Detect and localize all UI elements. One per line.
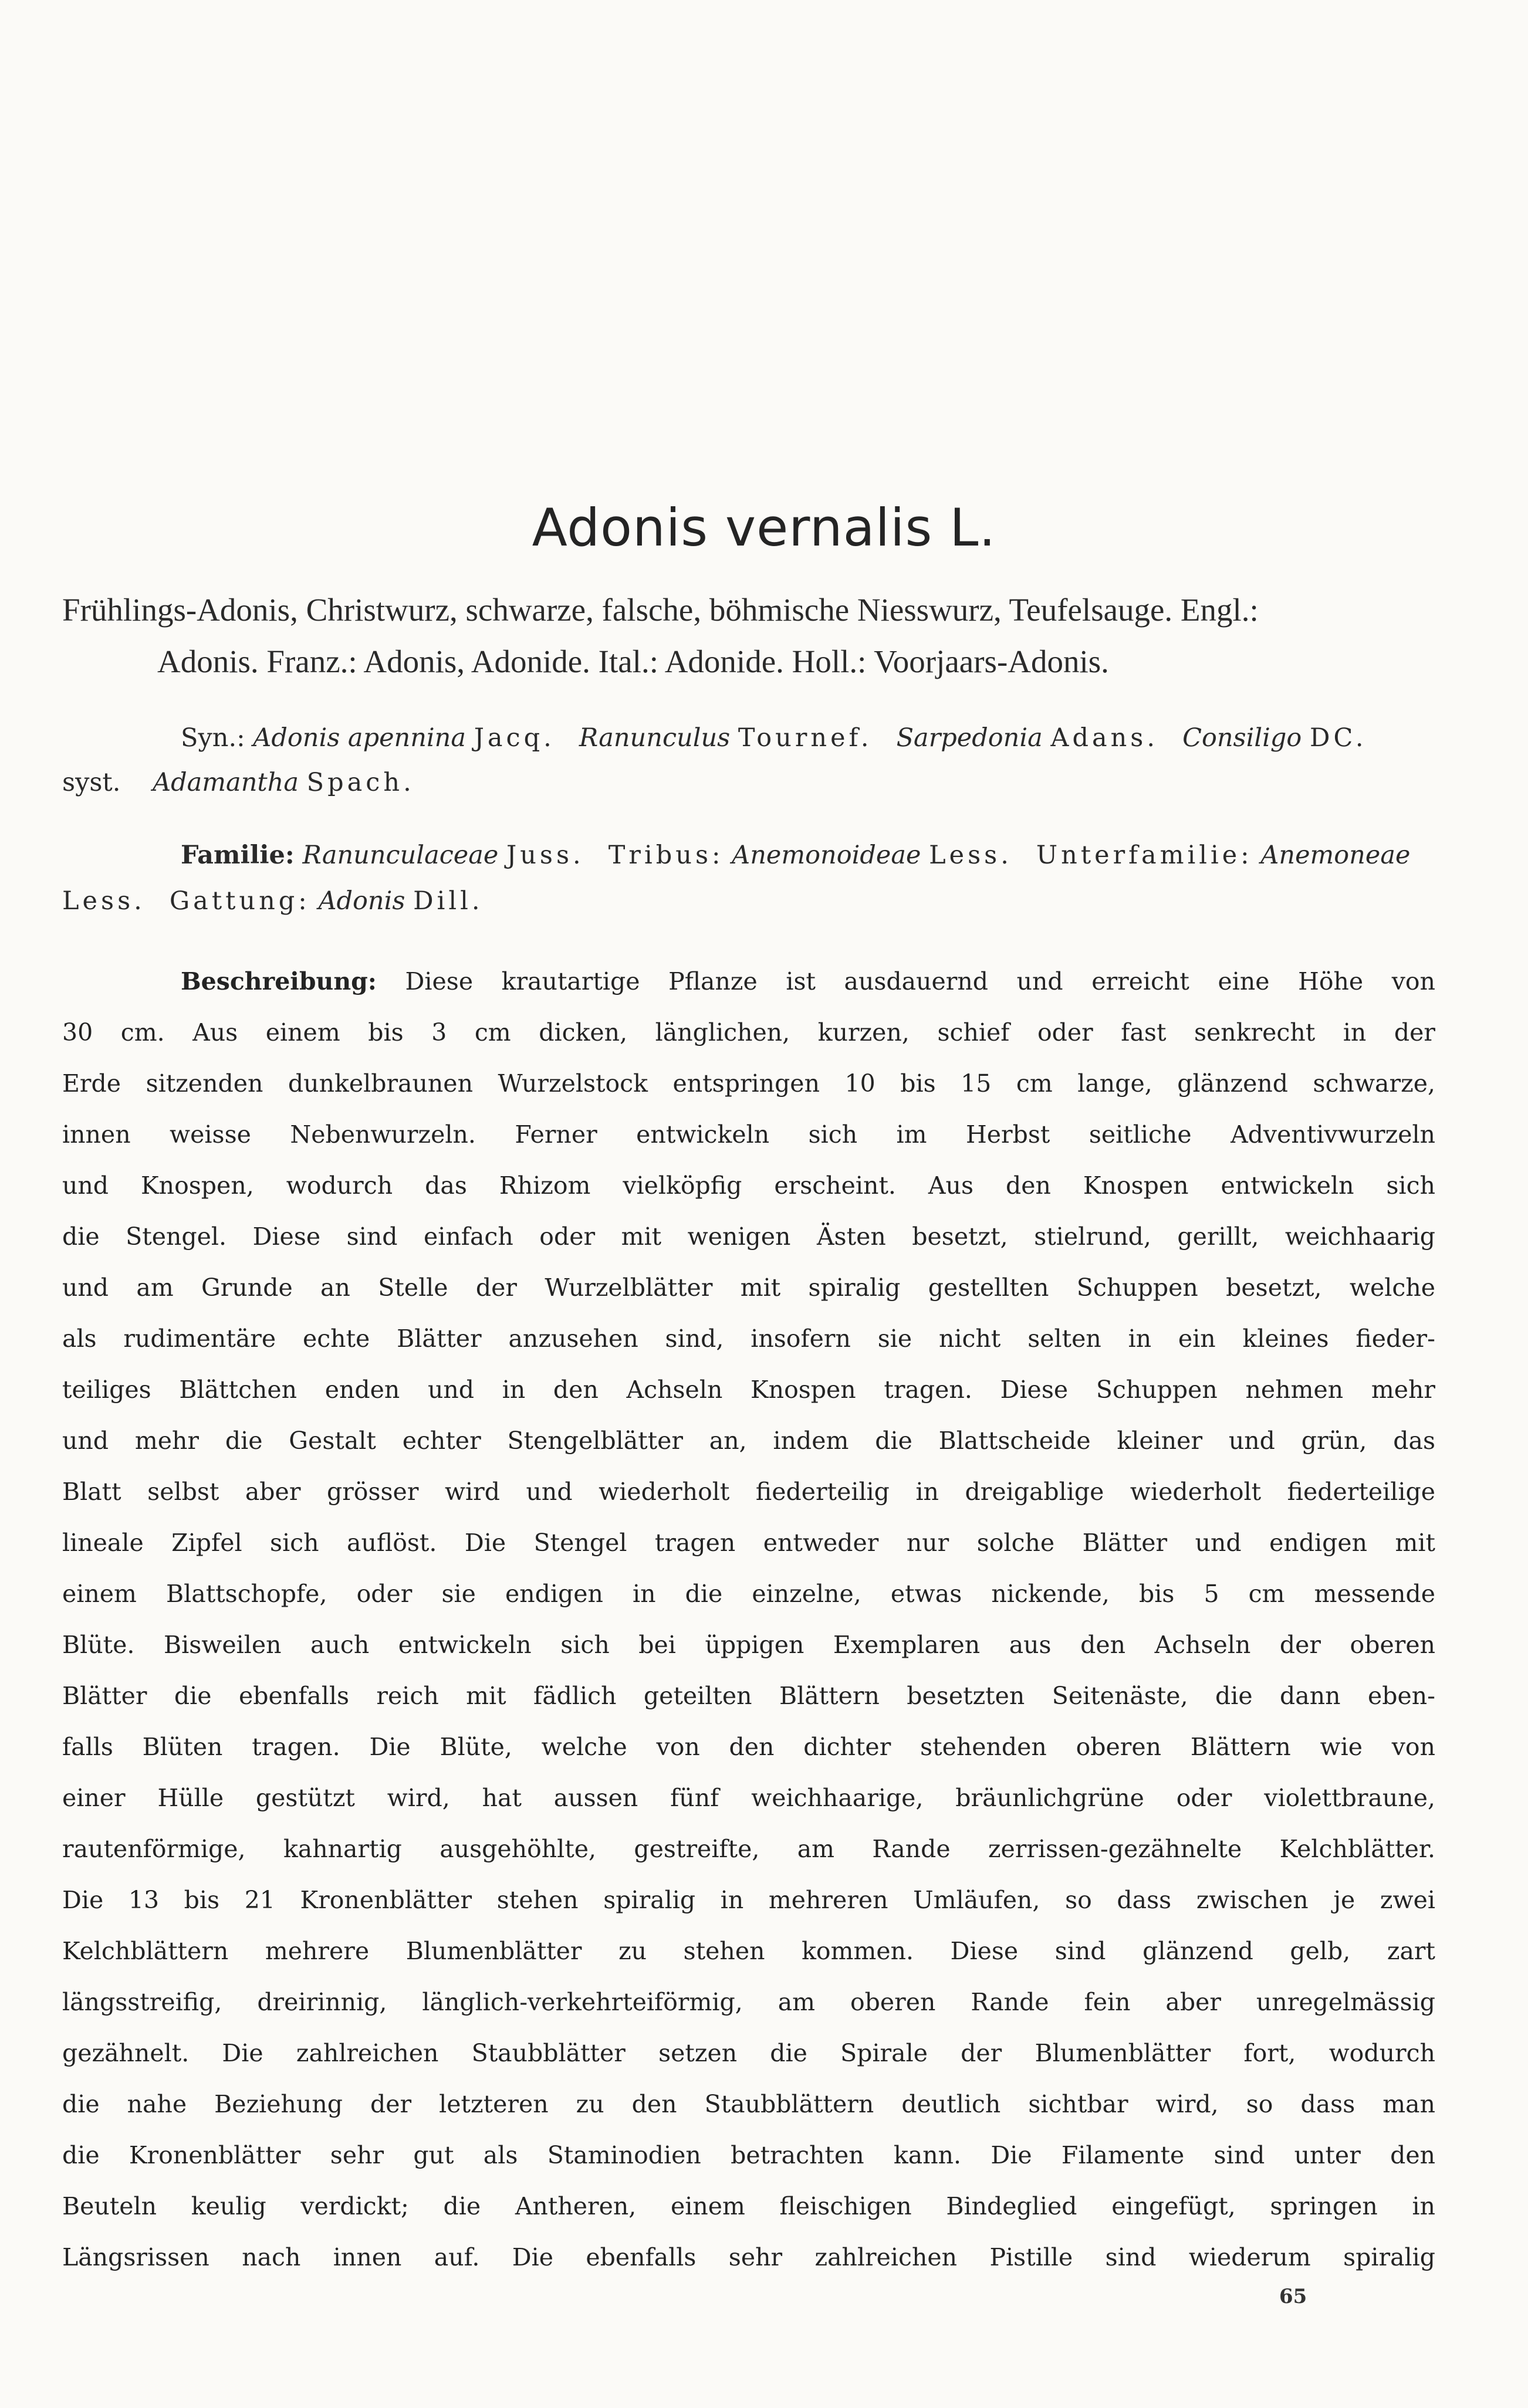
description-line: und am Grunde an Stelle der Wurzelblätter mit spiralig gestellten Schuppen besetzt, welche	[62, 1274, 1435, 1302]
synonym-author: Spach.	[306, 768, 415, 797]
tribus-name: Anemonoideae	[732, 841, 921, 870]
synonym-name: Consiligo	[1182, 723, 1302, 753]
unterfamilie-label: Unterfamilie:	[1036, 841, 1253, 870]
synonyms-label: Syn.:	[181, 723, 245, 753]
description-line: Blatt selbst aber grösser wird und wiederholt fiederteilig in dreigablige wiederholt fiederteilige	[62, 1478, 1435, 1506]
description-line: die Kronenblätter sehr gut als Staminodien betrachten kann. Die Filamente sind unter den	[62, 2141, 1435, 2169]
gattung-name: Adonis	[318, 886, 405, 916]
description-line: innen weisse Nebenwurzeln. Ferner entwickeln sich im Herbst seitliche Adventivwurzeln	[62, 1120, 1435, 1149]
description-label: Beschreibung:	[181, 967, 377, 995]
familie-author: Juss.	[506, 841, 584, 870]
description-line: gezähnelt. Die zahlreichen Staubblätter setzen die Spirale der Blumenblätter fort, wodurch	[62, 2039, 1435, 2067]
taxonomy-line-2	[62, 879, 484, 923]
description-line: längsstreifig, dreirinnig, länglich-verkehrteiförmig, am oberen Rande fein aber unregelmässig	[62, 1988, 1435, 2016]
description-line: lineale Zipfel sich auflöst. Die Stengel tragen entweder nur solche Blätter und endigen mit	[62, 1529, 1435, 1557]
description-line: rautenförmige, kahnartig ausgehöhlte, gestreifte, am Rande zerrissen-gezähnelte Kelchblätter.	[62, 1835, 1435, 1863]
synonyms-syst: syst.	[62, 768, 121, 797]
familie-name: Ranunculaceae	[302, 841, 499, 870]
description-line: einer Hülle gestützt wird, hat aussen fünf weichhaarige, bräunlichgrüne oder violettbraune,	[62, 1784, 1435, 1812]
gattung-label: Gattung:	[169, 886, 310, 916]
description-line: Blätter die ebenfalls reich mit fädlich geteilten Blättern besetzten Seitenäste, die dann eben-	[62, 1682, 1435, 1710]
common-names-line-1: Frühlings-Adonis, Christwurz, schwarze, falsche, böhmische Niesswurz, Teufelsauge. Engl.:	[62, 592, 1259, 628]
description-line: die nahe Beziehung der letzteren zu den Staubblättern deutlich sichtbar wird, so dass man	[62, 2090, 1435, 2118]
description-line: Beuteln keulig verdickt; die Antheren, einem fleischigen Bindeglied eingefügt, springen in	[62, 2192, 1435, 2220]
description-line: Beschreibung: Diese krautartige Pflanze ist ausdauernd und erreicht eine Höhe von	[181, 967, 1435, 995]
description-line: falls Blüten tragen. Die Blüte, welche von den dichter stehenden oberen Blättern wie von	[62, 1733, 1435, 1761]
description-line: und Knospen, wodurch das Rhizom vielköpfig erscheint. Aus den Knospen entwickeln sich	[62, 1171, 1435, 1200]
synonyms-line-1	[181, 716, 1367, 760]
description-line: Kelchblättern mehrere Blumenblätter zu stehen kommen. Diese sind glänzend gelb, zart	[62, 1937, 1435, 1965]
description-line: 30 cm. Aus einem bis 3 cm dicken, länglichen, kurzen, schief oder fast senkrecht in der	[62, 1018, 1435, 1046]
gattung-author: Dill.	[413, 886, 484, 916]
synonym-name: Ranunculus	[579, 723, 731, 753]
description-line: als rudimentäre echte Blätter anzusehen sind, insofern sie nicht selten in ein kleines fieder-	[62, 1325, 1435, 1353]
synonym-author: Jacq.	[474, 723, 555, 753]
synonym-author: DC.	[1309, 723, 1367, 753]
description-line: teiliges Blättchen enden und in den Achseln Knospen tragen. Diese Schuppen nehmen mehr	[62, 1376, 1435, 1404]
synonym-name: Sarpedonia	[896, 723, 1043, 753]
synonym-author: Tournef.	[738, 723, 873, 753]
unterfamilie-author: Less.	[62, 886, 146, 916]
familie-label: Familie:	[181, 841, 295, 870]
common-names-line-2: Adonis. Franz.: Adonis, Adonide. Ital.: Adonide. Holl.: Voorjaars-Adonis.	[157, 644, 1109, 679]
synonym-name: Adamantha	[153, 768, 299, 797]
description-line: Die 13 bis 21 Kronenblätter stehen spiralig in mehreren Umläufen, so dass zwischen je zwei	[62, 1886, 1435, 1914]
taxonomy-line-1	[181, 833, 1410, 878]
synonym-author: Adans.	[1050, 723, 1159, 753]
description-line: Blüte. Bisweilen auch entwickeln sich bei üppigen Exemplaren aus den Achseln der oberen	[62, 1631, 1435, 1659]
tribus-label: Tribus:	[608, 841, 724, 870]
synonyms-line-2	[62, 760, 415, 805]
page-number: 65	[1279, 2285, 1307, 2308]
description-line: Erde sitzenden dunkelbraunen Wurzelstock entspringen 10 bis 15 cm lange, glänzend schwarze,	[62, 1069, 1435, 1098]
synonym-name: Adonis apennina	[253, 723, 466, 753]
page-title: Adonis vernalis L.	[532, 497, 996, 558]
tribus-author: Less.	[929, 841, 1012, 870]
unterfamilie-name: Anemoneae	[1260, 841, 1411, 870]
description-text	[62, 956, 1435, 2283]
description-line: Längsrissen nach innen auf. Die ebenfalls sehr zahlreichen Pistille sind wiederum spiralig	[62, 2243, 1435, 2271]
description-line: die Stengel. Diese sind einfach oder mit wenigen Ästen besetzt, stielrund, gerillt, weichhaarig	[62, 1222, 1435, 1251]
description-line: und mehr die Gestalt echter Stengelblätter an, indem die Blattscheide kleiner und grün, das	[62, 1427, 1435, 1455]
description-line: einem Blattschopfe, oder sie endigen in die einzelne, etwas nickende, bis 5 cm messende	[62, 1580, 1435, 1608]
